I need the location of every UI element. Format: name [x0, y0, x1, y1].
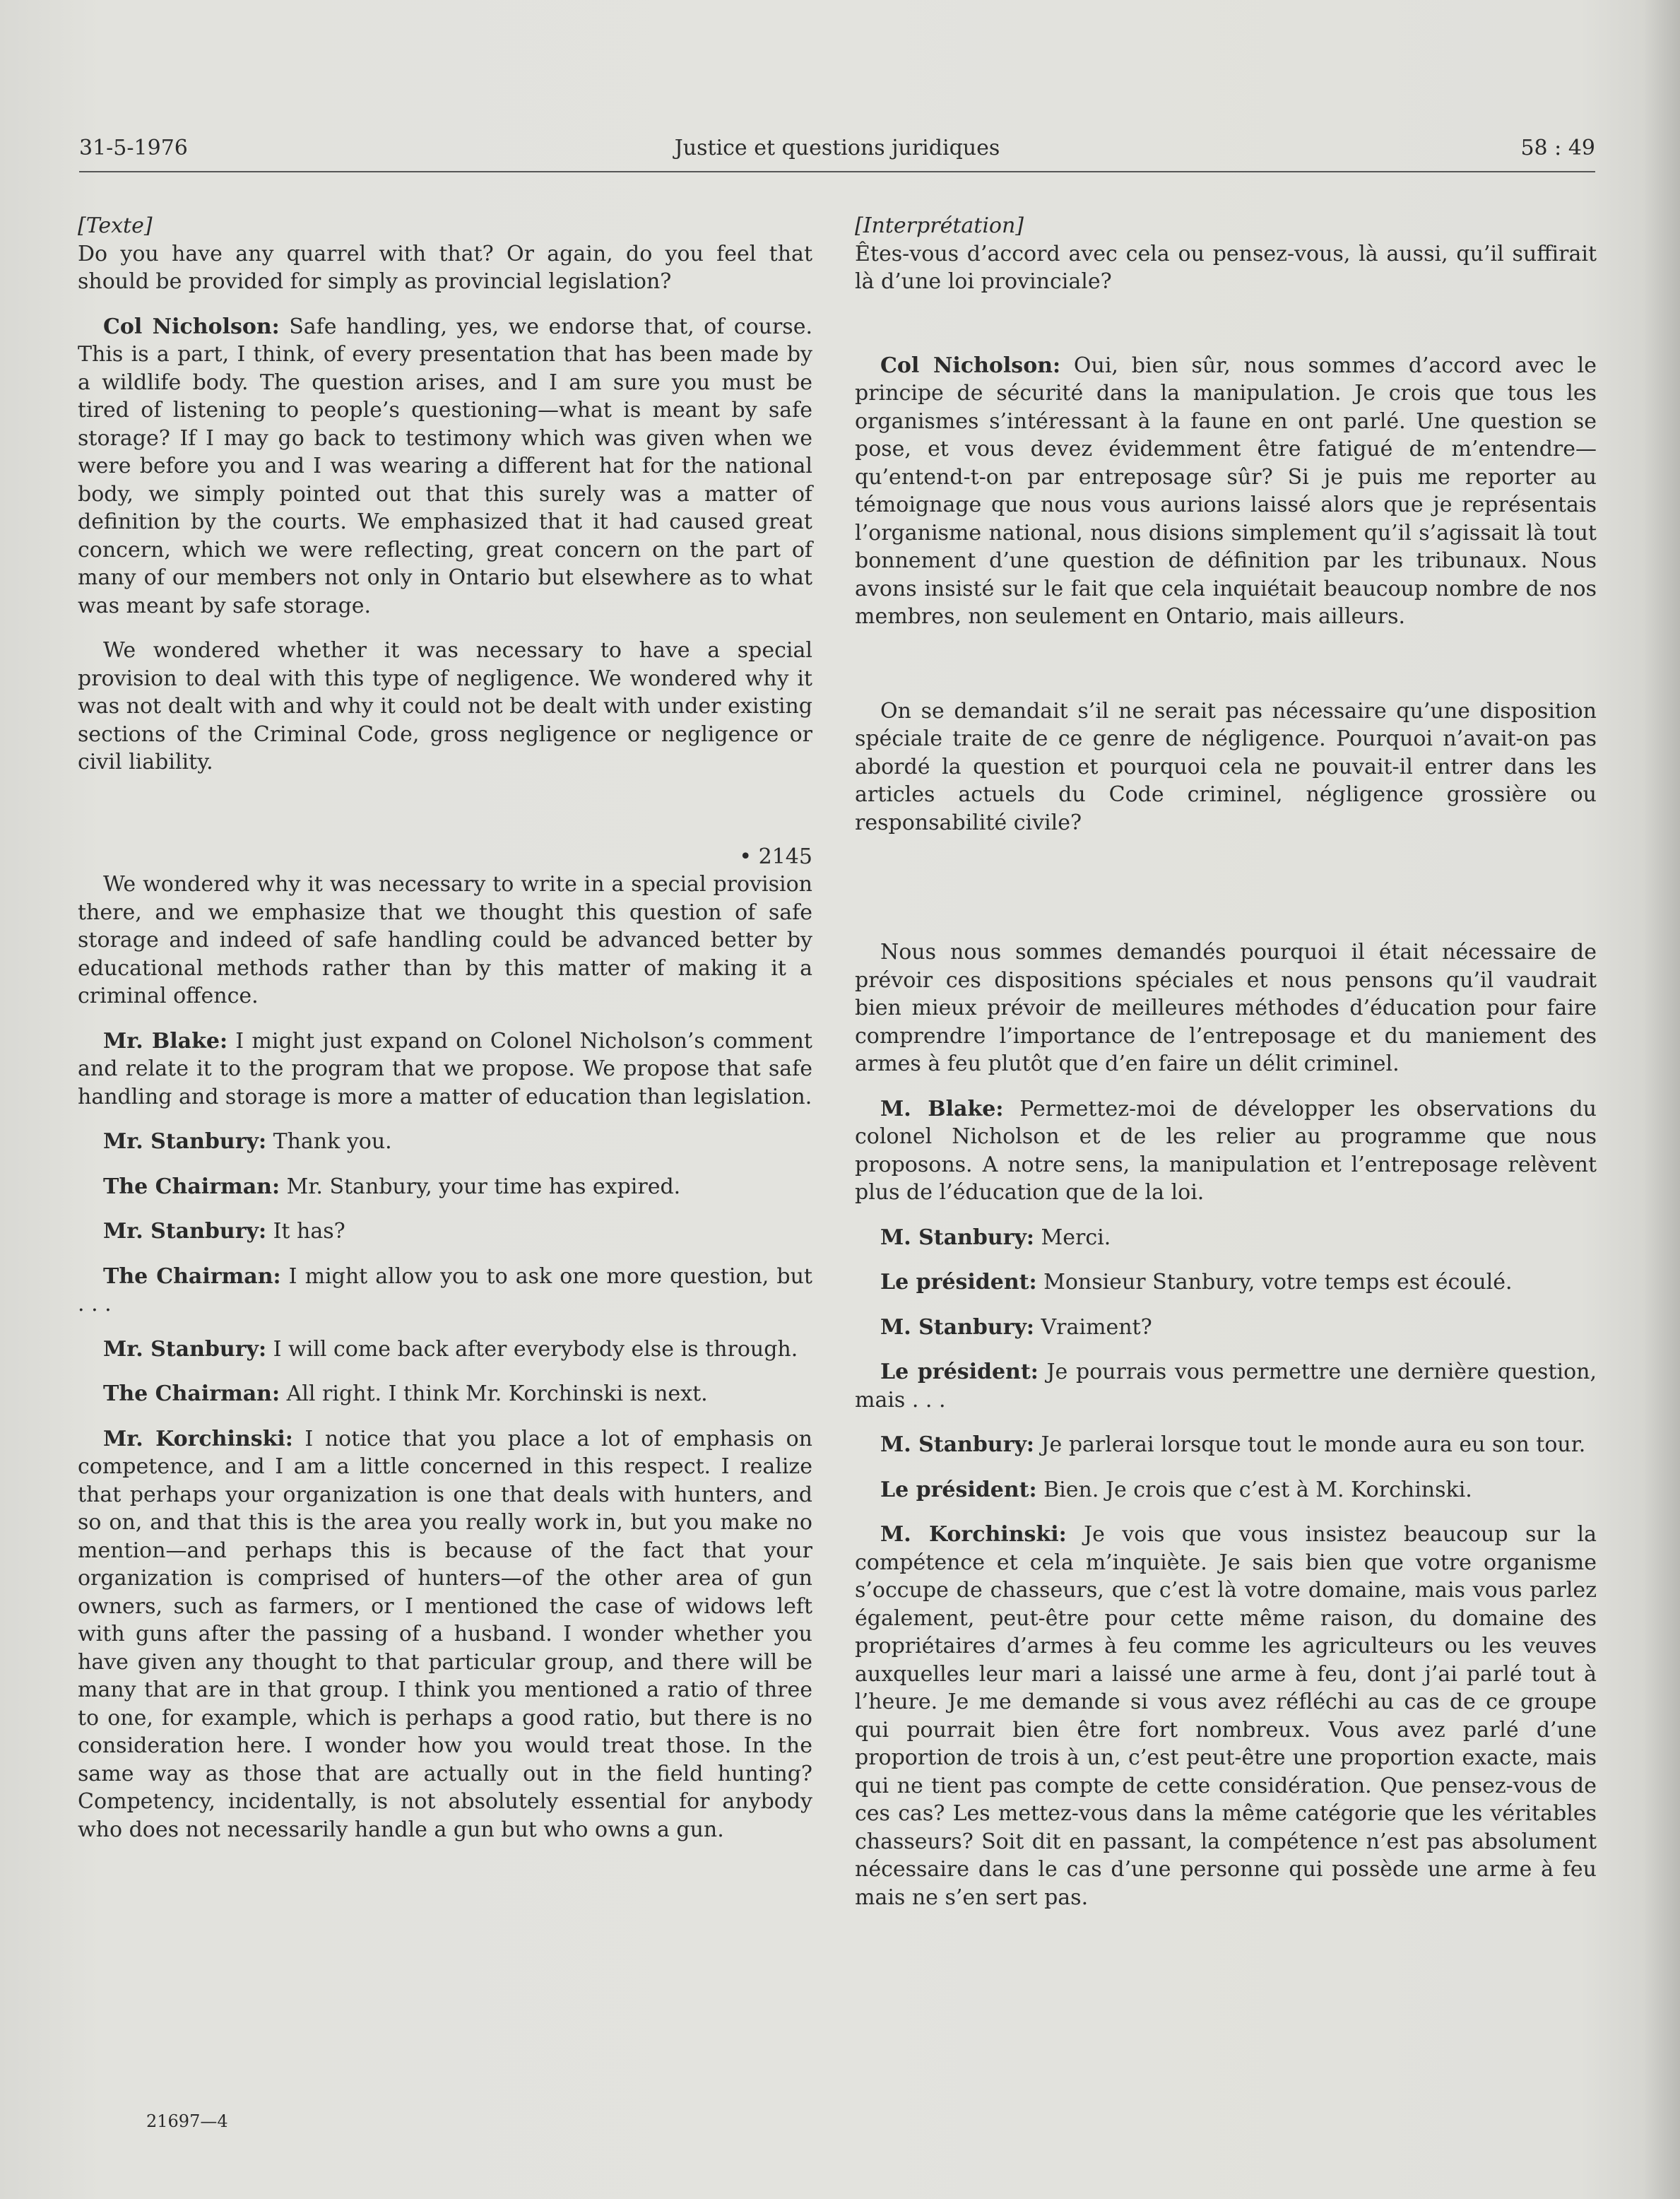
speech-text: All right. I think Mr. Korchinski is next.: [280, 1381, 708, 1406]
paragraph: [855, 1431, 1597, 1459]
speaker-name: The Chairman:: [103, 1174, 280, 1199]
speaker-name: M. Stanbury:: [880, 1314, 1034, 1340]
french-column: [855, 212, 1597, 1928]
language-tag: [Texte]: [78, 213, 153, 238]
paragraph: [78, 313, 812, 620]
language-tag: [Interprétation]: [855, 213, 1024, 238]
speech-text: Je vois que vous insistez beaucoup sur la compétence et cela m’inquiète. Je sais bien que votre organisme s’occupe de chasseurs, que c’est là votre domaine, mais vous parlez également, peut-être pour cette même raison, du domaine des propriétaires d’armes à feu comme les agriculteurs ou les veuves auxquelles leur mari a laissé une arme à feu, dont j’ai parlé tout à l’heure. Je me demande si vous avez réfléchi au cas de ce groupe qui pourrait bien être fort nombreux. Vous avez parlé d’une proportion de trois à un, c’est peut-être une proportion exacte, mais qui ne tient pas compte de cette considération. Que pensez-vous de ces cas? Les mettez-vous dans la même catégorie que les véritables chasseurs? Soit dit en passant, la compétence n’est pas absolument nécessaire dans le cas d’une personne qui possède une arme à feu mais ne s’en sert pas.: [855, 1522, 1597, 1910]
paragraph: [78, 1425, 812, 1844]
speaker-name: The Chairman:: [103, 1263, 281, 1289]
paragraph: [855, 1224, 1597, 1252]
speech-text: Merci.: [1034, 1225, 1111, 1250]
speaker-name: Mr. Blake:: [103, 1028, 228, 1054]
paragraph: [855, 1268, 1597, 1297]
english-column: [78, 212, 812, 1861]
speaker-name: Le président:: [880, 1360, 1039, 1384]
speech-text: Je parlerai lorsque tout le monde aura eu son tour.: [1034, 1432, 1586, 1457]
speech-text: Vraiment?: [1034, 1314, 1152, 1340]
speaker-name: Le président:: [880, 1270, 1037, 1295]
page-edge: [1645, 0, 1680, 2199]
paragraph: Do you have any quarrel with that? Or again, do you feel that should be provided for simply as provincial legislation?: [78, 241, 812, 294]
speech-text: Thank you.: [266, 1129, 392, 1154]
speaker-name: Col Nicholson:: [880, 353, 1061, 378]
speaker-name: Mr. Stanbury:: [103, 1129, 267, 1154]
speech-text: Bien. Je crois que c’est à M. Korchinski.: [1036, 1477, 1472, 1502]
speaker-name: Mr. Korchinski:: [103, 1426, 293, 1451]
paragraph: [855, 1476, 1597, 1504]
paragraph: [855, 1095, 1597, 1207]
paragraph: We wondered whether it was necessary to have a special provision to deal with this type of negligence. We wondered why it was not dealt with and why it could not be dealt with under existing sections of the Criminal Code, gross negligence or negligence or civil liability.: [78, 638, 812, 774]
speaker-name: M. Korchinski:: [880, 1522, 1067, 1547]
header-date: 31-5-1976: [79, 136, 188, 160]
speaker-name: Mr. Stanbury:: [103, 1219, 267, 1244]
speaker-name: Le président:: [880, 1477, 1037, 1502]
header-title: Justice et questions juridiques: [674, 136, 1000, 160]
paragraph: [78, 1380, 812, 1408]
paragraph: Êtes-vous d’accord avec cela ou pensez-vous, là aussi, qu’il suffirait là d’une loi provinciale?: [855, 241, 1597, 294]
paragraph: [78, 1173, 812, 1201]
speaker-name: M. Blake:: [880, 1096, 1004, 1121]
paragraph: [78, 1263, 812, 1319]
paragraph: [855, 352, 1597, 631]
speech-text: I will come back after everybody else is through.: [266, 1336, 798, 1362]
paragraph: We wondered why it was necessary to write in a special provision there, and we emphasize that we thought this question of safe storage and indeed of safe handling could be advanced better by educational methods rather than by this matter of making it a criminal offence.: [78, 872, 812, 1008]
speaker-name: The Chairman:: [103, 1381, 280, 1406]
paragraph: Nous nous sommes demandés pourquoi il était nécessaire de prévoir ces dispositions spéciales et nous pensons qu’il vaudrait bien mieux prévoir de meilleures méthodes d’éducation pour faire comprendre l’importance de l’entreposage et du maniement des armes à feu plutôt que d’en faire un délit criminel.: [855, 940, 1597, 1076]
speech-text: I might just expand on Colonel Nicholson’s comment and relate it to the program that we propose. We propose that safe handling and storage is more a matter of education than legislation.: [78, 1028, 812, 1109]
speaker-name: Col Nicholson:: [103, 314, 280, 339]
speech-text: Monsieur Stanbury, votre temps est écoulé.: [1036, 1270, 1513, 1295]
speech-text: Safe handling, yes, we endorse that, of course. This is a part, I think, of every presentation that has been made by a wildlife body. The question arises, and I am sure you must be tired of listening to people’s questioning—what is meant by safe storage? If I may go back to testimony which was given when we were before you and I was wearing a different hat for the national body, we simply pointed out that this surely was a matter of definition by the courts. We emphasized that it had caused great concern, which we were reflecting, great concern on the part of many of our members not only in Ontario but elsewhere as to what was meant by safe storage.: [78, 314, 812, 618]
time-marker: • 2145: [739, 844, 812, 869]
paragraph: [78, 1027, 812, 1112]
speech-text: Je pourrais vous permettre une dernière question, mais . . .: [855, 1360, 1597, 1413]
speech-text: I might allow you to ask one more question, but . . .: [78, 1263, 812, 1316]
running-header: [79, 131, 1595, 172]
speech-text: I notice that you place a lot of emphasis on competence, and I am a little concerned in this respect. I realize that perhaps your organization is one that deals with hunters, and so on, and that this is the area you really work in, but you make no mention—and perhaps this is because of the fact that your organization is comprised of hunters—of the other area of gun owners, such as farmers, or I mentioned the case of widows left with guns after the passing of a husband. I wonder whether you have given any thought to that particular group, and there will be many that are in that group. I think you mentioned a ratio of three to one, for example, which is perhaps a good ratio, but there is no consideration here. I wonder how you would treat those. In the same way as those that are actually out in the field hunting? Competency, incidentally, is not absolutely essential for anybody who does not necessarily handle a gun but who owns a gun.: [78, 1426, 812, 1842]
header-page-number: 58 : 49: [1520, 136, 1595, 160]
paragraph: [78, 1336, 812, 1364]
paragraph: [855, 1314, 1597, 1342]
paragraph: On se demandait s’il ne serait pas nécessaire qu’une disposition spéciale traite de ce genre de négligence. Pourquoi n’avait-on pas abordé la question et pourquoi cela ne pouvait-il entrer dans les articles actuels du Code criminel, négligence grossière ou responsabilité civile?: [855, 698, 1597, 835]
paragraph: [78, 1218, 812, 1246]
speech-text: Mr. Stanbury, your time has expired.: [280, 1174, 681, 1199]
speech-text: It has?: [266, 1219, 345, 1244]
speaker-name: M. Stanbury:: [880, 1432, 1034, 1457]
footer-printer-code: 21697—4: [146, 2111, 228, 2131]
paragraph: [855, 1358, 1597, 1414]
paragraph: [855, 1521, 1597, 1911]
speech-text: Oui, bien sûr, nous sommes d’accord avec le principe de sécurité dans la manipulation. Je crois que tous les organismes s’intéressant à la faune en ont parlé. Une question se pose, et vous devez évidemment être fatigué de m’entendre—qu’entend-t-on par entreposage sûr? Si je puis me reporter au témoignage que nous vous aurions laissé alors que je représentais l’organisme national, nous disions simplement qu’il s’agissait là tout bonnement d’une question de définition par les tribunaux. Nous avons insisté sur le fait que cela inquiétait beaucoup nombre de nos membres, non seulement en Ontario, mais ailleurs.: [855, 353, 1597, 629]
speech-text: Permettez-moi de développer les observations du colonel Nicholson et de les relier au programme que nous proposons. A notre sens, la manipulation et l’entreposage relèvent plus de l’éducation que de la loi.: [855, 1096, 1597, 1205]
paragraph: [78, 1128, 812, 1156]
speaker-name: M. Stanbury:: [880, 1225, 1034, 1250]
speaker-name: Mr. Stanbury:: [103, 1336, 267, 1362]
